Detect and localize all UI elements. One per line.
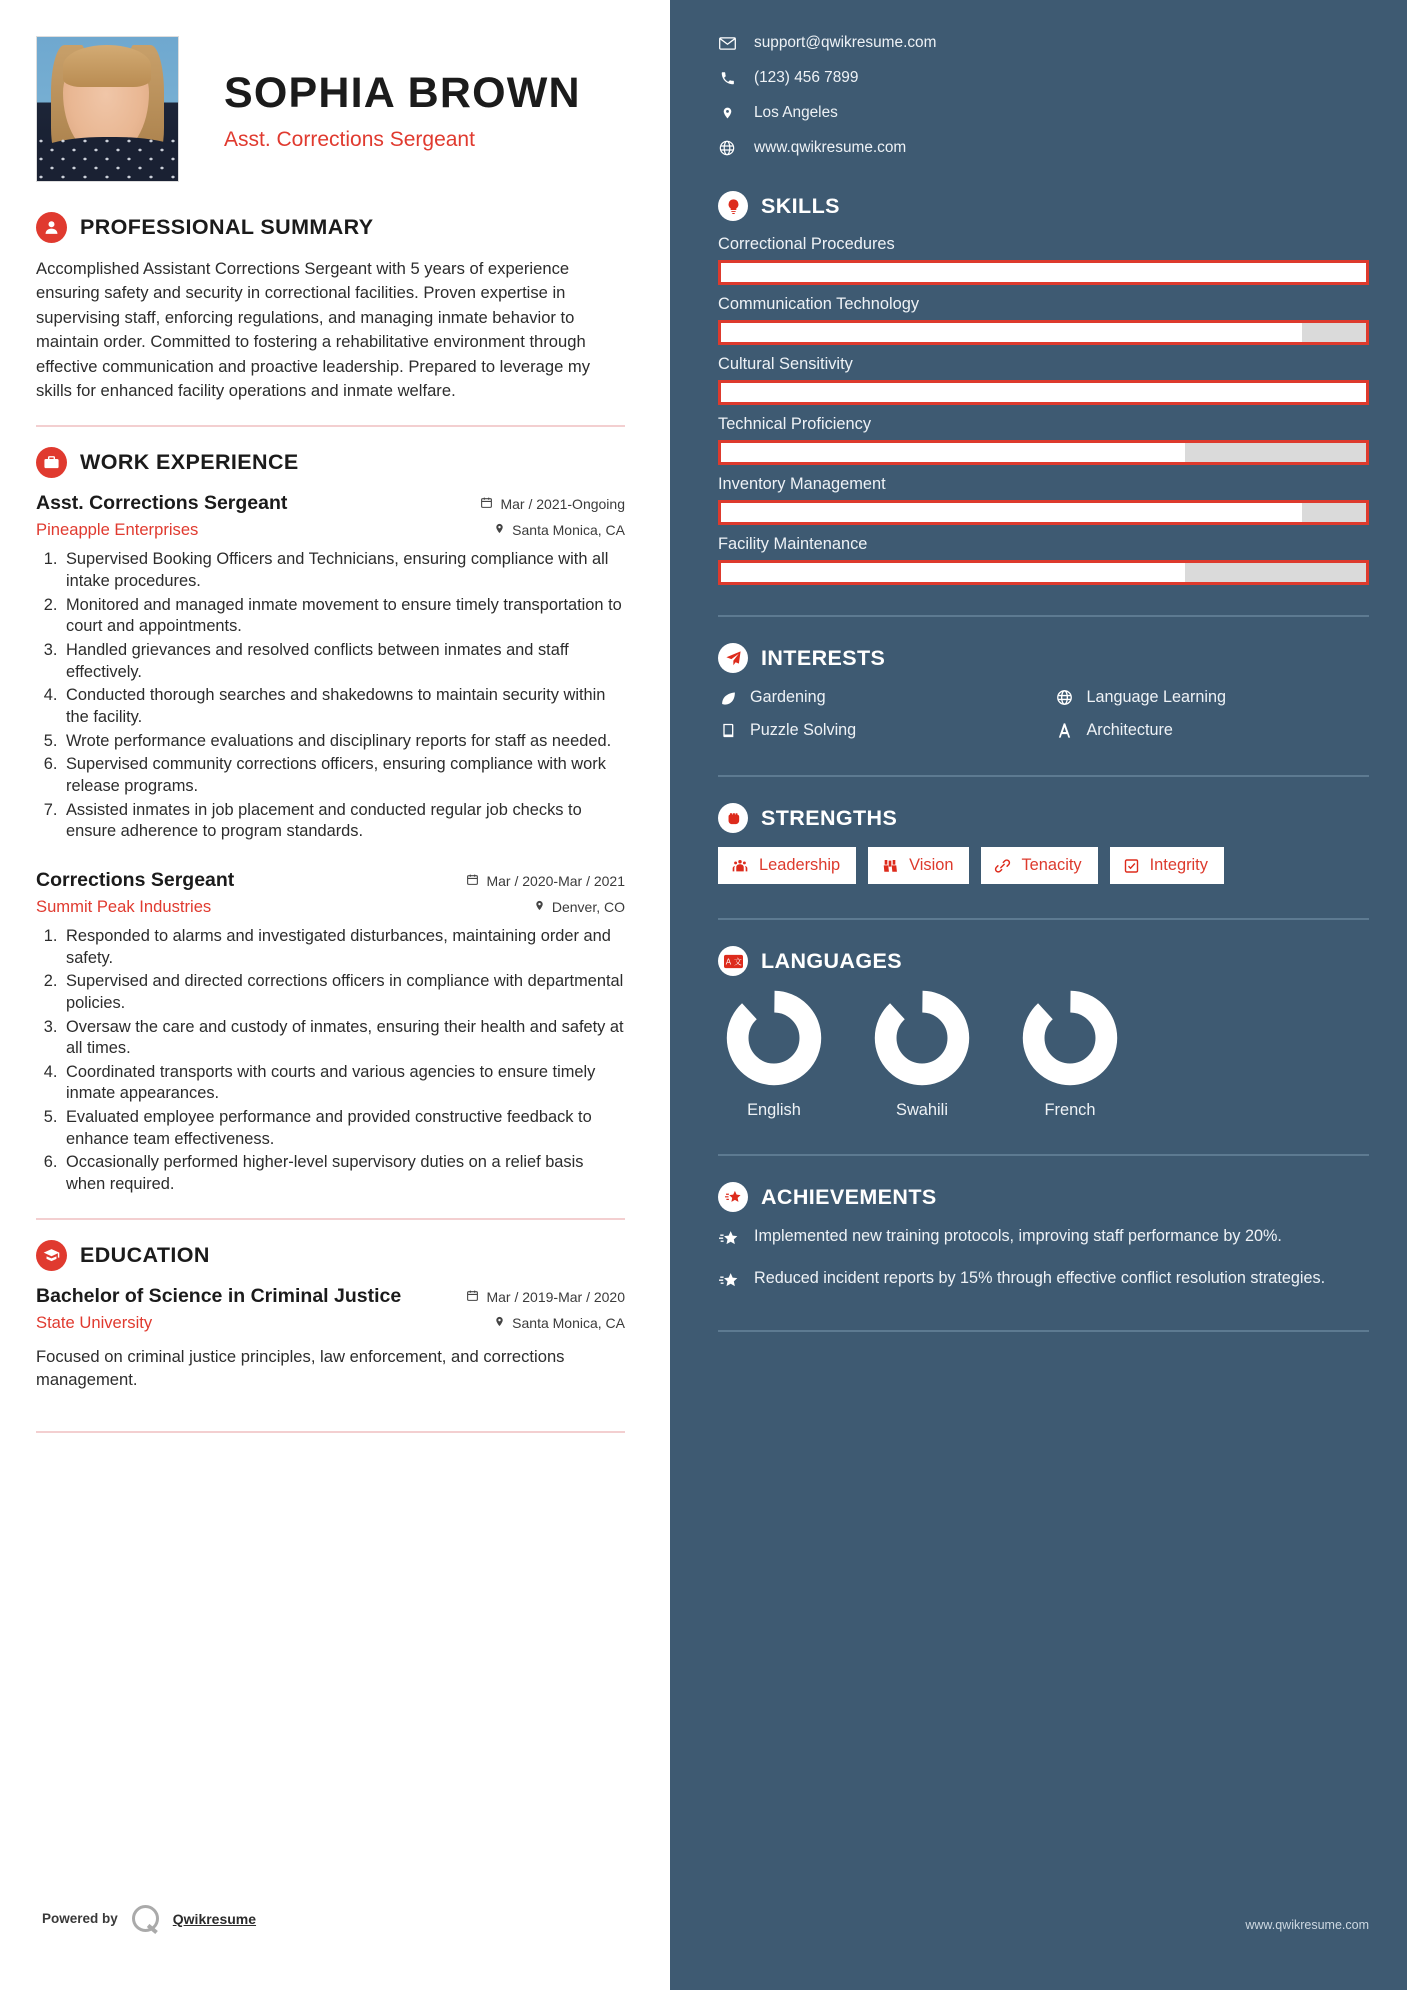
section-title: ACHIEVEMENTS xyxy=(761,1184,937,1209)
contact-list xyxy=(718,34,1369,157)
compass-icon xyxy=(1055,720,1075,739)
section-header xyxy=(718,1182,1369,1212)
language-item xyxy=(726,990,822,1120)
job-dates-wrap xyxy=(480,496,625,512)
strength-label: Leadership xyxy=(759,856,841,875)
people-icon xyxy=(731,858,749,874)
svg-text:文: 文 xyxy=(733,957,742,967)
interest-label: Architecture xyxy=(1086,721,1173,740)
skill-item xyxy=(718,475,1369,525)
divider xyxy=(36,425,625,427)
education-item xyxy=(36,1285,625,1391)
calendar-icon xyxy=(466,1289,479,1305)
section-header xyxy=(718,946,1369,976)
bullet: 3. Handled grievances and resolved conflicts between inmates and staff effectively. xyxy=(62,640,625,683)
section-header xyxy=(36,1240,625,1271)
bullet: 4. Conducted thorough searches and shakedowns to maintain security within the facility. xyxy=(62,685,625,728)
graduation-cap-icon xyxy=(36,1240,67,1271)
degree-title: Bachelor of Science in Criminal Justice xyxy=(36,1284,402,1307)
interest-item xyxy=(1055,720,1370,741)
section-strengths xyxy=(718,803,1369,884)
contact-email: support@qwikresume.com xyxy=(754,34,937,51)
job-dates: Mar / 2021-Ongoing xyxy=(500,496,625,513)
star-badge-icon xyxy=(718,1182,748,1212)
interest-label: Language Learning xyxy=(1086,688,1227,706)
language-donut xyxy=(726,990,822,1086)
skill-bar-fill xyxy=(721,503,1302,522)
job-bullets xyxy=(62,549,625,843)
experience-item xyxy=(36,869,625,1196)
skill-item xyxy=(718,535,1369,585)
interest-label: Gardening xyxy=(750,688,826,706)
strength-chip xyxy=(718,847,856,884)
job-dates-wrap xyxy=(466,873,625,889)
bullet: 3. Oversaw the care and custody of inmates, ensuring their health and safety at all times. xyxy=(62,1017,625,1060)
contact-website-row[interactable] xyxy=(718,139,1369,157)
skill-label: Correctional Procedures xyxy=(718,235,895,253)
skill-bar xyxy=(718,320,1369,345)
languages-row xyxy=(718,990,1369,1120)
link-icon xyxy=(994,858,1011,874)
section-skills xyxy=(718,191,1369,585)
skill-item xyxy=(718,355,1369,405)
location-pin-icon xyxy=(494,522,505,538)
strength-label: Tenacity xyxy=(1021,856,1082,875)
qwikresume-logo-icon xyxy=(132,1905,159,1932)
bullet: 5. Evaluated employee performance and provided constructive feedback to enhance team effectiveness. xyxy=(62,1107,625,1150)
language-item xyxy=(874,990,970,1120)
contact-phone-row[interactable] xyxy=(718,69,1369,87)
section-header xyxy=(718,643,1369,673)
job-company: Pineapple Enterprises xyxy=(36,520,199,540)
location-pin-icon xyxy=(494,1315,505,1331)
skill-bar-fill xyxy=(721,443,1185,462)
skill-label: Communication Technology xyxy=(718,295,920,313)
svg-text:A: A xyxy=(725,957,731,967)
section-professional-summary xyxy=(36,212,625,403)
strength-chip xyxy=(868,847,969,884)
translate-icon xyxy=(718,946,748,976)
name-block xyxy=(179,36,581,152)
skill-label: Technical Proficiency xyxy=(718,415,872,433)
interest-item xyxy=(718,687,1033,708)
job-role: Corrections Sergeant xyxy=(36,868,235,891)
section-interests xyxy=(718,643,1369,741)
leaf-icon xyxy=(718,687,738,706)
job-location: Denver, CO xyxy=(551,898,625,915)
divider xyxy=(36,1218,625,1220)
section-header xyxy=(36,447,625,478)
section-achievements xyxy=(718,1182,1369,1296)
bullet: 1. Supervised Booking Officers and Technicians, ensuring compliance with all intake procedures. xyxy=(62,549,625,592)
interest-item xyxy=(1055,687,1370,708)
job-dates: Mar / 2020-Mar / 2021 xyxy=(486,872,625,889)
section-title: INTERESTS xyxy=(761,645,886,670)
bullet: 5. Wrote performance evaluations and disciplinary reports for staff as needed. xyxy=(62,731,625,753)
education-dates-wrap xyxy=(466,1289,625,1305)
strength-chip xyxy=(1110,847,1224,884)
education-location-wrap xyxy=(494,1315,625,1331)
phone-icon xyxy=(718,71,736,86)
divider xyxy=(718,1330,1369,1332)
divider xyxy=(36,1431,625,1433)
contact-website: www.qwikresume.com xyxy=(754,139,907,156)
skill-bar-fill xyxy=(721,323,1302,342)
divider xyxy=(718,918,1369,920)
skill-bar-fill xyxy=(721,263,1366,282)
globe-icon xyxy=(1055,687,1075,706)
skill-bar xyxy=(718,260,1369,285)
achievement-item xyxy=(718,1226,1369,1254)
bullet: 2. Supervised and directed corrections officers in compliance with departmental policies. xyxy=(62,971,625,1014)
language-label: French xyxy=(1044,1101,1096,1120)
envelope-icon xyxy=(718,37,736,50)
bullet: 6. Occasionally performed higher-level supervisory duties on a relief basis when required. xyxy=(62,1152,625,1195)
bullet: 2. Monitored and managed inmate movement to ensure timely transportation to court and appointments. xyxy=(62,595,625,638)
candidate-title: Asst. Corrections Sergeant xyxy=(224,128,475,151)
skill-label: Cultural Sensitivity xyxy=(718,355,853,373)
globe-icon xyxy=(718,140,736,156)
sidebar-footer-url: www.qwikresume.com xyxy=(1245,1918,1369,1932)
section-title: STRENGTHS xyxy=(761,805,898,830)
strength-label: Vision xyxy=(909,856,954,875)
location-pin-icon xyxy=(718,105,736,121)
bullet: 4. Coordinated transports with courts and various agencies to ensure timely inmate appearances. xyxy=(62,1062,625,1105)
check-square-icon xyxy=(1123,858,1140,874)
section-work-experience xyxy=(36,447,625,1195)
resume-header xyxy=(36,36,625,182)
job-role: Asst. Corrections Sergeant xyxy=(36,492,288,515)
job-location-wrap xyxy=(534,899,625,915)
section-title: WORK EXPERIENCE xyxy=(80,450,299,475)
skill-label: Facility Maintenance xyxy=(718,535,868,553)
interests-grid xyxy=(718,687,1369,741)
interest-label: Puzzle Solving xyxy=(750,721,857,740)
section-title: LANGUAGES xyxy=(761,948,902,973)
fist-icon xyxy=(718,803,748,833)
strength-label: Integrity xyxy=(1149,856,1208,875)
skill-bar xyxy=(718,440,1369,465)
calendar-icon xyxy=(466,873,479,889)
bullet: 7. Assisted inmates in job placement and conducted regular job checks to ensure adherence to program standards. xyxy=(62,800,625,843)
strengths-list xyxy=(718,847,1369,884)
job-location: Santa Monica, CA xyxy=(512,522,625,539)
education-dates: Mar / 2019-Mar / 2020 xyxy=(486,1288,625,1305)
job-company: Summit Peak Industries xyxy=(36,896,212,916)
star-badge-icon xyxy=(718,1226,740,1254)
education-location: Santa Monica, CA xyxy=(512,1314,625,1331)
section-title: SKILLS xyxy=(761,193,840,218)
language-donut xyxy=(874,990,970,1086)
education-description: Focused on criminal justice principles, law enforcement, and corrections management. xyxy=(36,1346,565,1389)
book-icon xyxy=(718,720,738,739)
summary-text: Accomplished Assistant Corrections Sergeant with 5 years of experience ensuring safety and security in correctional facilities. Proven expertise in supervising staff, enforcing regulations, and managing inmate behavior to maintain order. Committed to fostering a rehabilitative environment through effective communication and proactive leadership. Prepared to leverage my skills for enhanced facility operations and inmate welfare. xyxy=(36,259,591,400)
language-donut xyxy=(1022,990,1118,1086)
skill-item xyxy=(718,235,1369,285)
contact-email-row[interactable] xyxy=(718,34,1369,52)
school-name: State University xyxy=(36,1312,153,1332)
section-title: EDUCATION xyxy=(80,1242,210,1267)
section-education xyxy=(36,1240,625,1391)
interest-item xyxy=(718,720,1033,741)
section-title: PROFESSIONAL SUMMARY xyxy=(80,215,374,239)
skill-bar xyxy=(718,380,1369,405)
skill-bar-fill xyxy=(721,563,1185,582)
experience-item xyxy=(36,492,625,843)
contact-location-row xyxy=(718,104,1369,122)
bullet: 1. Responded to alarms and investigated disturbances, maintaining order and safety. xyxy=(62,926,625,969)
skill-label: Inventory Management xyxy=(718,475,886,493)
skill-bar xyxy=(718,500,1369,525)
language-label: Swahili xyxy=(896,1101,948,1120)
powered-by-label: Powered by xyxy=(42,1911,118,1926)
divider xyxy=(718,615,1369,617)
left-column xyxy=(0,0,670,1990)
achievement-item xyxy=(718,1268,1369,1296)
right-sidebar xyxy=(670,0,1407,1990)
job-bullets xyxy=(62,926,625,1196)
binoculars-icon xyxy=(881,858,899,874)
skill-bar-fill xyxy=(721,383,1366,402)
language-item xyxy=(1022,990,1118,1120)
achievement-text: Implemented new training protocols, improving staff performance by 20%. xyxy=(754,1227,1282,1246)
skill-bar xyxy=(718,560,1369,585)
paper-plane-icon xyxy=(718,643,748,673)
section-header xyxy=(718,191,1369,221)
star-badge-icon xyxy=(718,1268,740,1296)
user-icon xyxy=(36,212,67,243)
profile-photo xyxy=(36,36,179,182)
briefcase-icon xyxy=(36,447,67,478)
qwikresume-link[interactable]: Qwikresume xyxy=(172,1910,257,1927)
contact-phone: (123) 456 7899 xyxy=(754,69,859,86)
bullet: 6. Supervised community corrections officers, ensuring compliance with work release programs. xyxy=(62,754,625,797)
section-header xyxy=(36,212,625,243)
footer xyxy=(42,1905,256,1932)
strength-chip xyxy=(981,847,1097,884)
skill-item xyxy=(718,295,1369,345)
skill-item xyxy=(718,415,1369,465)
job-location-wrap xyxy=(494,522,625,538)
contact-location: Los Angeles xyxy=(754,104,838,121)
location-pin-icon xyxy=(534,899,545,915)
calendar-icon xyxy=(480,496,493,512)
lightbulb-icon xyxy=(718,191,748,221)
language-label: English xyxy=(747,1101,801,1120)
divider xyxy=(718,1154,1369,1156)
candidate-name: SOPHIA BROWN xyxy=(224,69,581,117)
section-languages xyxy=(718,946,1369,1120)
divider xyxy=(718,775,1369,777)
section-header xyxy=(718,803,1369,833)
achievement-text: Reduced incident reports by 15% through effective conflict resolution strategies. xyxy=(754,1269,1326,1288)
